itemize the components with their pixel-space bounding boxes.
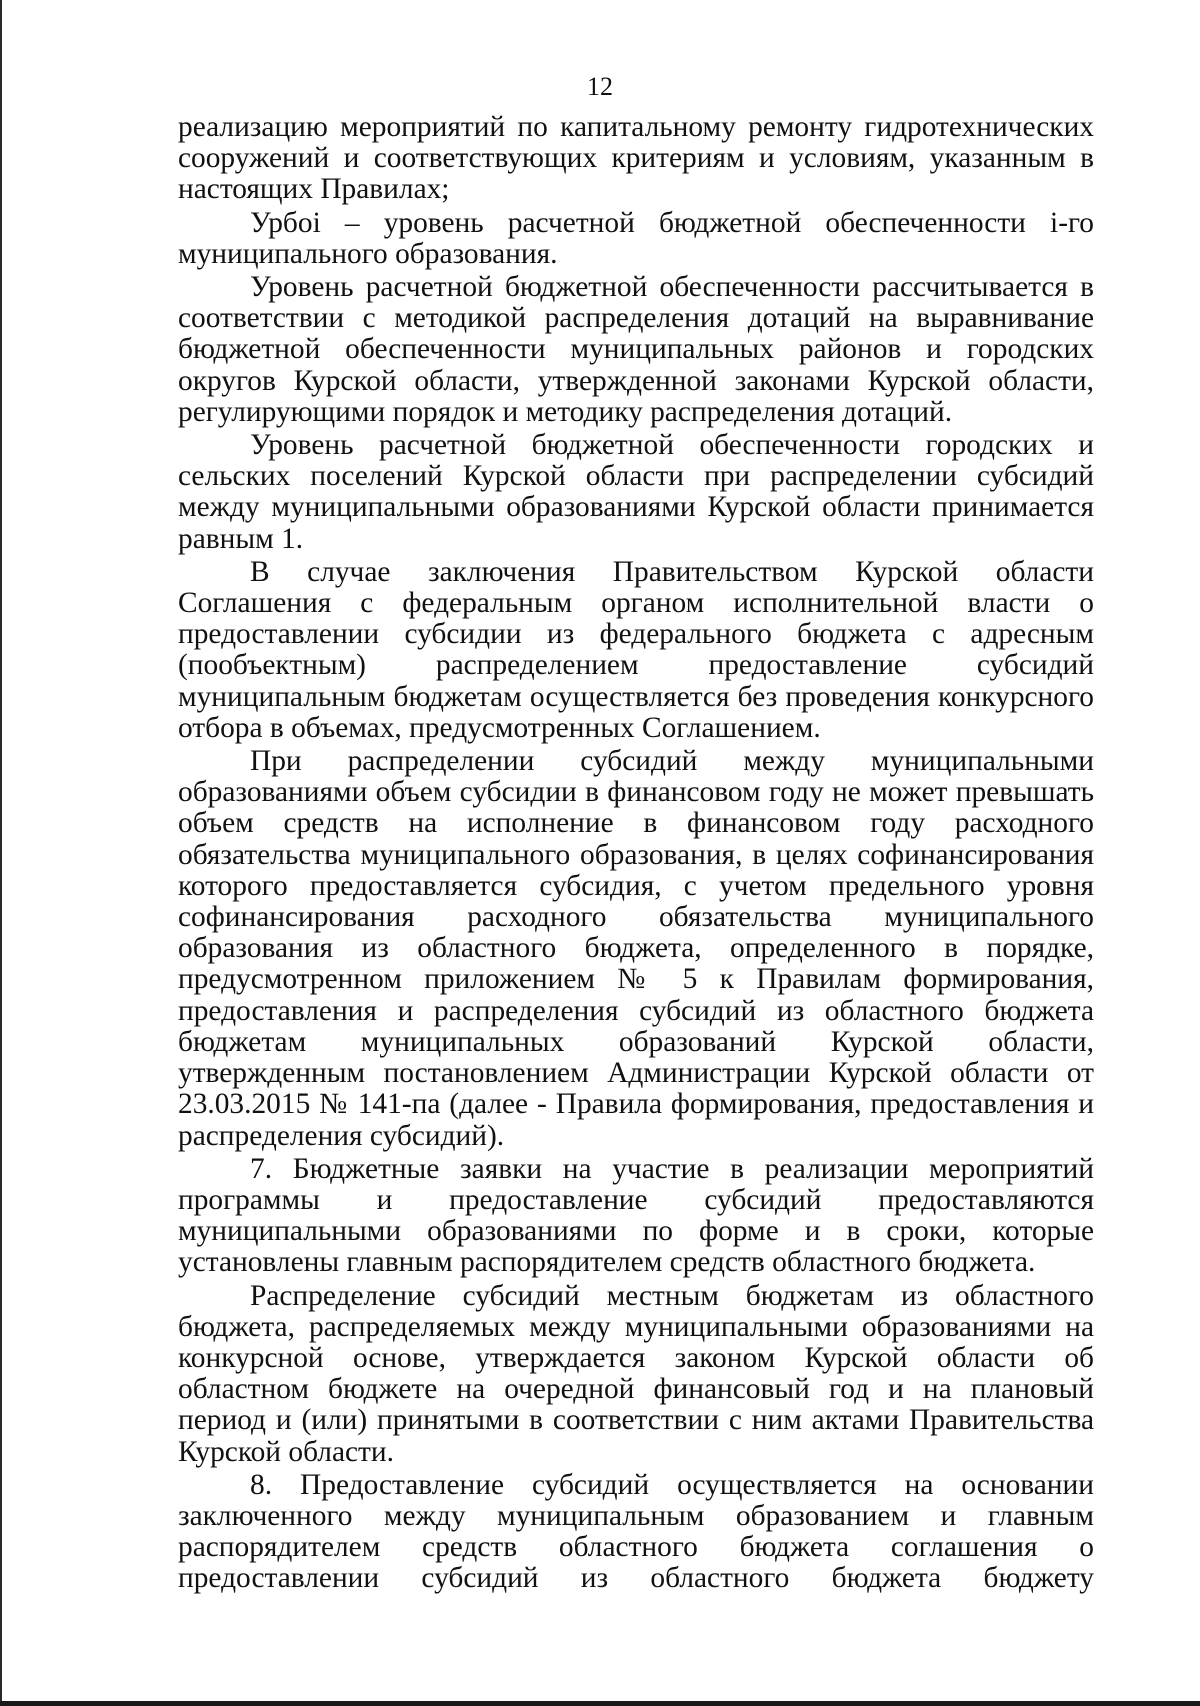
paragraph-level-calculation: Уровень расчетной бюджетной обеспеченности рассчитывается в соответствии с методикой распределения дотаций на выравнивание бюджетной обеспеченности муниципальных районов и городских округов Курской области, утвержденной законами Курской области, регулирующими порядок и методику распределения дотаций. bbox=[178, 271, 1094, 428]
paragraph-definition: Урбоi – уровень расчетной бюджетной обеспеченности i-го муниципального образования. bbox=[178, 206, 1094, 270]
paragraph-agreement-case: В случае заключения Правительством Курской области Соглашения с федеральным органом исполнительной власти о предоставлении субсидии из федерального бюджета с адресным (пообъектным) распределением предоставление субсидий муниципальным бюджетам осуществляется без проведения конкурсного отбора в объемах, предусмотренных Соглашением. bbox=[178, 555, 1094, 744]
paragraph-distribution-limit: При распределении субсидий между муниципальными образованиями объем субсидии в финансовом году не может превышать объем средств на исполнение в финансовом году расходного обязательства муниципального образования, в целях софинансирования которого предоставляется субсидия, с учетом предельного уровня софинансирования расходного обязательства муниципального образования из областного бюджета, определенного в порядке, предусмотренном приложением № 5 к Правилам формирования, предоставления и распределения субсидий из областного бюджета бюджетам муниципальных образований Курской области, утвержденным постановлением Администрации Курской области от 23.03.2015 № 141-па (далее - Правила формирования, предоставления и распределения субсидий). bbox=[178, 745, 1094, 1152]
paragraph-item-8: 8. Предоставление субсидий осуществляется на основании заключенного между муниципальным образованием и главным распорядителем средств областного бюджета соглашения о предоставлении субсидий из областного бюджета бюджету bbox=[178, 1468, 1094, 1595]
paragraph-continuation: реализацию мероприятий по капитальному ремонту гидротехнических сооружений и соответствующих критериям и условиям, указанным в настоящих Правилах; bbox=[178, 111, 1094, 206]
scan-edge-bottom bbox=[0, 1701, 1200, 1706]
paragraph-item-7: 7. Бюджетные заявки на участие в реализации мероприятий программы и предоставление субсидий предоставляются муниципальными образованиями по форме и в сроки, которые установлены главным распорядителем средств областного бюджета. bbox=[178, 1152, 1094, 1279]
paragraph-distribution-approval: Распределение субсидий местным бюджетам из областного бюджета, распределяемых между муниципальными образованиями на конкурсной основе, утверждается законом Курской области об областном бюджете на очередной финансовый год и на плановый период и (или) принятыми в соответствии с ним актами Правительства Курской области. bbox=[178, 1279, 1094, 1468]
page-number: 12 bbox=[587, 72, 613, 101]
paragraph-settlements-level: Уровень расчетной бюджетной обеспеченности городских и сельских поселений Курской области при распределении субсидий между муниципальными образованиями Курской области принимается равным 1. bbox=[178, 429, 1094, 555]
scan-edge-left bbox=[0, 0, 2, 1706]
document-body bbox=[178, 112, 1094, 1597]
